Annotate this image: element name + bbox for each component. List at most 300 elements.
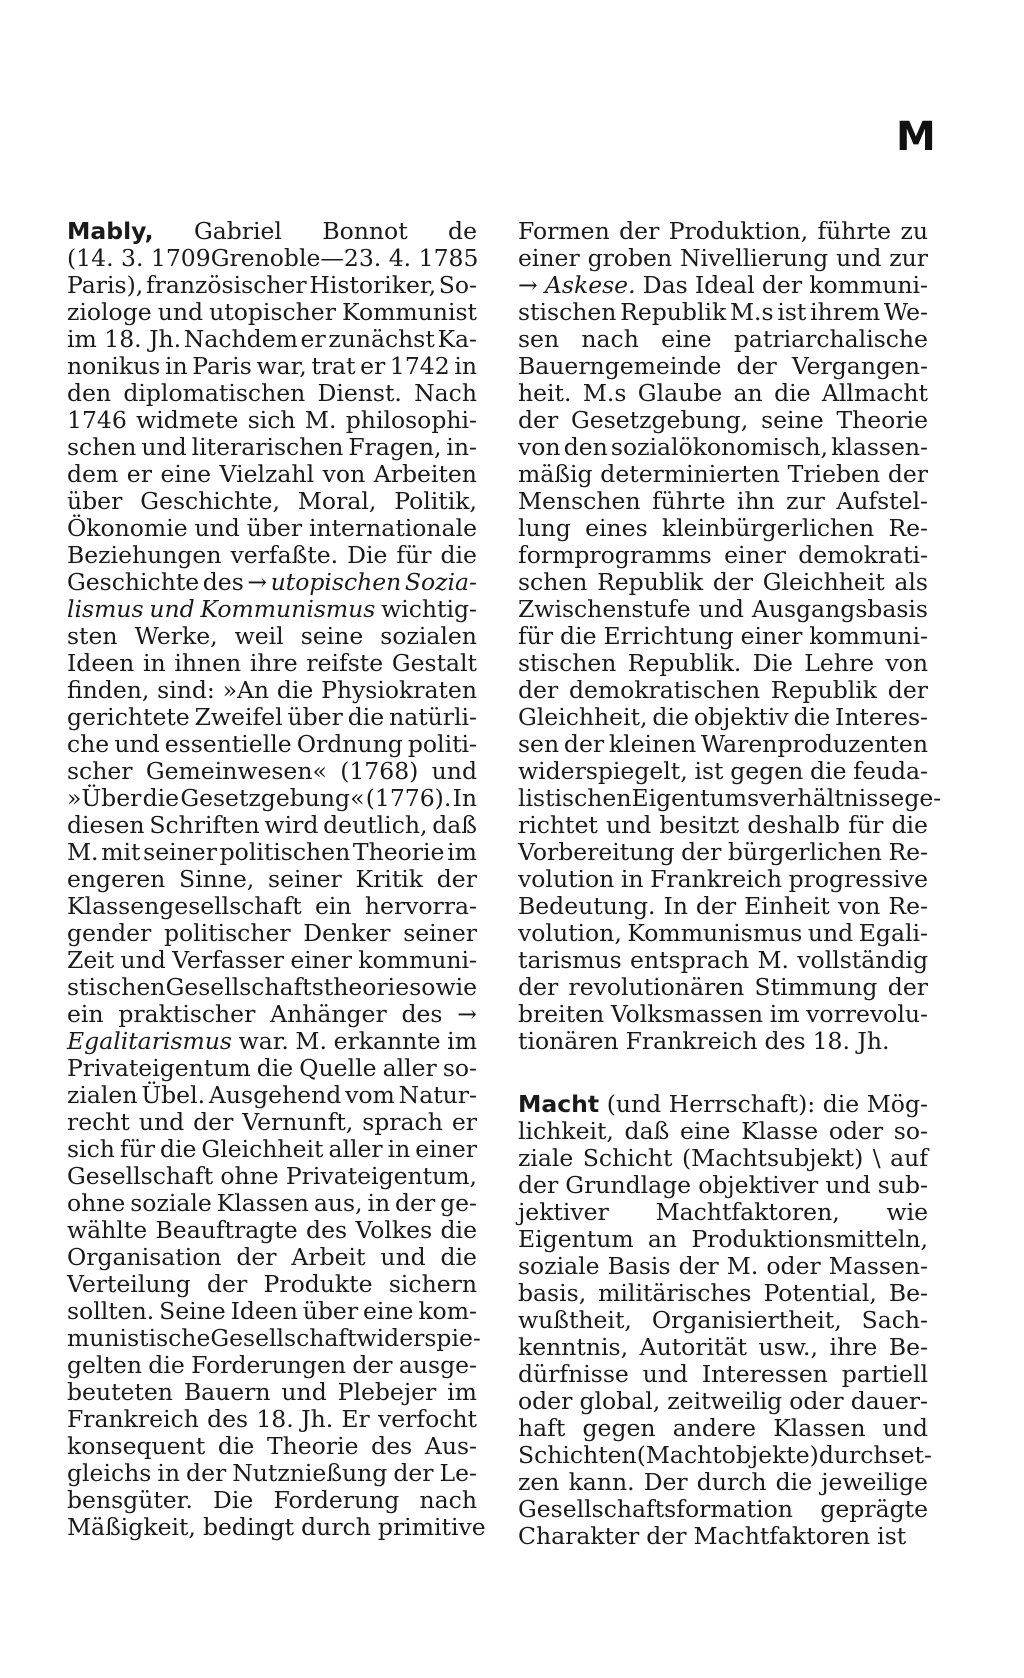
word: die xyxy=(440,1216,477,1244)
word: von xyxy=(518,433,561,461)
text-line xyxy=(67,1028,477,1055)
word: er xyxy=(360,352,386,380)
text-line xyxy=(67,893,477,920)
word: praktischer xyxy=(118,1000,256,1028)
word: — xyxy=(320,244,344,272)
word: natürli- xyxy=(389,703,477,731)
word: als xyxy=(894,568,928,596)
text-line xyxy=(67,920,477,947)
text-line xyxy=(67,515,477,542)
word: Denker xyxy=(303,919,391,947)
word: Potential, xyxy=(763,1279,877,1307)
text-line xyxy=(67,1460,477,1487)
word: determinierten xyxy=(600,460,780,488)
word: Vielzahl xyxy=(219,460,315,488)
word: lichkeit, xyxy=(518,1117,614,1145)
word: der xyxy=(761,271,803,299)
word: widerspie- xyxy=(356,1324,481,1352)
word: des xyxy=(401,1000,443,1028)
word: Zweifel xyxy=(194,703,283,731)
word: Quelle xyxy=(299,1054,377,1082)
word: 18. Jh. xyxy=(256,1405,334,1433)
word: über xyxy=(287,703,343,731)
word: tionären xyxy=(518,1027,619,1055)
word: und xyxy=(431,757,477,785)
word: Gabriel xyxy=(193,217,282,245)
text-line xyxy=(67,758,477,785)
text-line xyxy=(67,1136,477,1163)
word: (Machtobjekte) xyxy=(636,1441,819,1469)
word: Sach- xyxy=(861,1306,928,1334)
text-line xyxy=(518,353,928,380)
word: seiner xyxy=(143,838,217,866)
text-line xyxy=(518,650,928,677)
word: der xyxy=(736,352,777,380)
word: Historiker, xyxy=(309,271,437,299)
word: Gesellschaft xyxy=(67,1162,214,1190)
word: zur xyxy=(786,487,825,515)
word: schen xyxy=(67,433,137,461)
text-line xyxy=(67,596,477,623)
word: M.s xyxy=(582,379,627,407)
word: führte xyxy=(651,487,726,515)
word: Zwischenstufe xyxy=(518,595,691,623)
text-line xyxy=(67,812,477,839)
word: Forderung xyxy=(273,1486,400,1514)
word: Allmacht xyxy=(821,379,928,407)
word: eine xyxy=(661,325,712,353)
word: Bauerngemeinde xyxy=(518,352,722,380)
word: in xyxy=(454,352,477,380)
word: der xyxy=(207,1270,248,1298)
word: deshalb xyxy=(747,811,841,839)
word: formprogramms xyxy=(518,541,712,569)
word: Beziehungen xyxy=(67,541,222,569)
word: So- xyxy=(438,271,477,299)
word: kleinbürgerlichen xyxy=(661,514,875,542)
word: M.s xyxy=(730,298,774,326)
text-line xyxy=(518,812,928,839)
right-column xyxy=(518,217,942,1550)
word: kom- xyxy=(418,1297,477,1325)
text-line xyxy=(67,1190,477,1217)
text-line xyxy=(67,434,477,461)
word: Gemeinwesen« xyxy=(145,757,327,785)
word: ein xyxy=(67,1000,104,1028)
word: konsequent xyxy=(67,1432,206,1460)
word: \ xyxy=(872,1144,881,1172)
word: Egali- xyxy=(858,919,928,947)
word: → xyxy=(518,271,538,299)
word: der xyxy=(395,1189,436,1217)
entry-headword: Macht xyxy=(518,1090,600,1118)
word: gender xyxy=(67,919,152,947)
text-line xyxy=(67,677,477,704)
word: seine xyxy=(300,622,364,650)
word: seiner xyxy=(403,919,477,947)
word: ohne xyxy=(67,1189,126,1217)
word: und xyxy=(114,730,160,758)
word: Aus- xyxy=(424,1432,477,1460)
text-line xyxy=(67,353,477,380)
word: über xyxy=(246,514,303,542)
word: demokratischen xyxy=(568,676,761,704)
word: an xyxy=(733,379,763,407)
word: und xyxy=(836,244,882,272)
word: literarischen xyxy=(191,433,344,461)
word: der xyxy=(681,838,722,866)
word: war, xyxy=(256,352,307,380)
text-line xyxy=(67,731,477,758)
word: des xyxy=(306,1216,348,1244)
word: Mög- xyxy=(866,1090,928,1118)
word: und xyxy=(194,514,240,542)
word: Massen- xyxy=(828,1252,928,1280)
text-line xyxy=(67,272,477,299)
word: Beauftragte xyxy=(155,1216,298,1244)
word: Aufstel- xyxy=(836,487,928,515)
word: sollten. xyxy=(67,1297,155,1325)
word: Anhänger xyxy=(270,1000,387,1028)
word: Kritik xyxy=(355,865,424,893)
word: des xyxy=(207,1405,249,1433)
word: demokrati- xyxy=(798,541,928,569)
text-line xyxy=(67,245,477,272)
word: Autorität xyxy=(639,1333,747,1361)
text-line xyxy=(518,488,928,515)
word: in xyxy=(620,865,644,893)
word: Gesetzgebung, xyxy=(571,406,749,434)
word: der xyxy=(646,1522,687,1550)
word: einer xyxy=(740,622,803,650)
text-line xyxy=(67,650,477,677)
text-line xyxy=(518,515,928,542)
word: und xyxy=(157,298,204,326)
word: lismus xyxy=(67,595,144,623)
word: (und xyxy=(606,1090,662,1118)
word: und xyxy=(138,1108,185,1136)
word: französischer xyxy=(145,271,307,299)
text-line xyxy=(67,623,477,650)
word: eine xyxy=(362,1297,414,1325)
text-line xyxy=(518,1388,928,1415)
word: zunächst xyxy=(328,325,435,353)
word: einer xyxy=(724,541,786,569)
text-line xyxy=(518,326,928,353)
word: Bonnot xyxy=(322,217,408,245)
text-line xyxy=(67,1163,477,1190)
word: geprägte xyxy=(820,1495,928,1523)
word: → xyxy=(247,568,268,596)
word: sozialökonomisch, xyxy=(610,433,828,461)
word: den xyxy=(67,379,112,407)
word: Re- xyxy=(888,514,928,542)
word: Paris), xyxy=(67,271,144,299)
word: und xyxy=(605,811,652,839)
word: Charakter xyxy=(518,1522,640,1550)
word: Physiokraten xyxy=(321,676,477,704)
word: Bedeutung. xyxy=(518,892,656,920)
word: führte xyxy=(817,217,892,245)
word: der xyxy=(436,865,477,893)
word: Verteilung xyxy=(67,1270,191,1298)
word: daß xyxy=(624,1117,670,1145)
text-line xyxy=(518,461,928,488)
word: Seine xyxy=(159,1297,226,1325)
word: Sozia- xyxy=(404,568,477,596)
word: politi- xyxy=(407,730,477,758)
word: wie xyxy=(886,1198,928,1226)
word: der xyxy=(393,1459,434,1487)
word: sten xyxy=(67,622,118,650)
word: im xyxy=(447,838,477,866)
word: Grundlage xyxy=(565,1171,692,1199)
word: Menschen xyxy=(518,487,641,515)
word: Gleichheit xyxy=(762,568,885,596)
word: Ordnung xyxy=(296,730,403,758)
word: aus, xyxy=(313,1189,363,1217)
word: Geschichte, xyxy=(140,487,280,515)
word: Nutznießung xyxy=(232,1459,388,1487)
word: zeitweilig xyxy=(667,1387,783,1415)
word: Schichten xyxy=(518,1441,637,1469)
entry-mably-continued xyxy=(518,217,942,1055)
word: für xyxy=(396,541,432,569)
word: jeweilige xyxy=(821,1468,928,1496)
word: Glaube xyxy=(637,379,723,407)
word: die xyxy=(810,757,847,785)
word: sprach xyxy=(362,1108,443,1136)
word: und xyxy=(380,1243,426,1271)
word: Ideen xyxy=(67,649,135,677)
word: nonikus xyxy=(67,352,161,380)
word: weil xyxy=(234,622,284,650)
word: haft xyxy=(518,1414,566,1442)
word: oder xyxy=(828,1117,884,1145)
word: von xyxy=(837,892,881,920)
left-column xyxy=(67,217,486,1541)
word: gleichs xyxy=(67,1459,152,1487)
word: so- xyxy=(442,1054,477,1082)
word: usw., xyxy=(758,1333,818,1361)
word: Dienst. xyxy=(317,379,402,407)
word: der xyxy=(518,1171,559,1199)
word: Eigentumsverhältnisse xyxy=(631,784,905,812)
word: ihre xyxy=(249,649,298,677)
word: Die xyxy=(212,1486,254,1514)
word: kenntnis, xyxy=(518,1333,629,1361)
word: stischen xyxy=(518,649,617,677)
word: der xyxy=(619,217,660,245)
word: des xyxy=(202,568,244,596)
word: Egalitarismus xyxy=(67,1027,232,1055)
word: Grenoble xyxy=(210,244,321,272)
word: ziale xyxy=(518,1144,574,1172)
word: der xyxy=(887,973,928,1001)
text-line xyxy=(518,839,928,866)
word: 1742 xyxy=(389,352,450,380)
word: einer xyxy=(290,946,353,974)
text-line xyxy=(518,380,928,407)
word: ein xyxy=(315,892,352,920)
word: war. xyxy=(238,1027,289,1055)
word: Volkes xyxy=(355,1216,433,1244)
word: Vernunft, xyxy=(242,1108,354,1136)
word: die xyxy=(217,1432,255,1460)
word: Kommunist xyxy=(342,298,477,326)
word: nach xyxy=(419,1486,477,1514)
word: die xyxy=(276,676,314,704)
word: Republik xyxy=(597,568,704,596)
word: klassen- xyxy=(831,433,928,461)
word: widerspiegelt, xyxy=(518,757,688,785)
text-line xyxy=(518,677,928,704)
word: In xyxy=(663,892,688,920)
text-line xyxy=(518,1415,928,1442)
word: Arbeiten xyxy=(373,460,477,488)
text-line xyxy=(518,1523,928,1550)
text-line xyxy=(518,1334,928,1361)
word: besitzt xyxy=(659,811,740,839)
word: finden, xyxy=(67,676,150,704)
word: M. xyxy=(295,1027,327,1055)
word: Schriften xyxy=(149,811,260,839)
word: Republik xyxy=(620,298,727,326)
text-line xyxy=(518,434,928,461)
word: munistische xyxy=(67,1324,211,1352)
word: M. xyxy=(726,1252,759,1280)
word: basis, xyxy=(518,1279,587,1307)
text-line xyxy=(67,1433,477,1460)
word: der xyxy=(887,676,928,704)
text-line xyxy=(67,866,477,893)
word: eine xyxy=(160,460,211,488)
word: Ka- xyxy=(437,325,477,353)
word: sind: xyxy=(157,676,215,704)
word: M. xyxy=(757,946,789,974)
word: Sinne, xyxy=(179,865,255,893)
word: essentielle xyxy=(164,730,292,758)
word: zu xyxy=(900,217,928,245)
word: soziale xyxy=(518,1252,600,1280)
word: ihnen xyxy=(174,649,242,677)
word: die xyxy=(822,1090,860,1118)
entry-macht xyxy=(518,1090,932,1550)
text-line xyxy=(518,1199,928,1226)
word: für xyxy=(518,622,554,650)
word: wählte xyxy=(67,1216,148,1244)
text-line xyxy=(518,1091,928,1118)
text-line xyxy=(67,704,477,731)
word: von xyxy=(885,649,928,677)
word: aller xyxy=(328,1135,383,1163)
text-line xyxy=(518,1280,928,1307)
text-line xyxy=(67,1298,477,1325)
word: stischen xyxy=(67,973,166,1001)
word: gelten xyxy=(67,1351,142,1379)
word: in xyxy=(157,1459,181,1487)
word: im xyxy=(447,1378,477,1406)
word: mit xyxy=(101,838,141,866)
word: ge- xyxy=(904,784,942,812)
word: bedingt xyxy=(202,1513,295,1541)
word: M. xyxy=(67,838,99,866)
word: engeren xyxy=(67,865,166,893)
word: 18. Jh. xyxy=(812,1027,890,1055)
word: Republik. xyxy=(627,649,742,677)
word: und xyxy=(825,1171,871,1199)
entry-headword: Mably, xyxy=(67,217,154,245)
word: Ausgangsbasis xyxy=(751,595,928,623)
word: Der xyxy=(643,1468,688,1496)
word: Re- xyxy=(888,838,928,866)
text-line xyxy=(518,1253,928,1280)
word: Gesellschaftstheorie xyxy=(165,973,410,1001)
word: durch xyxy=(301,1513,371,1541)
text-line xyxy=(67,380,477,407)
word: stischen xyxy=(518,298,617,326)
word: Er xyxy=(341,1405,370,1433)
word: kleinen xyxy=(608,730,697,758)
word: dem xyxy=(67,460,119,488)
word: Eigentum xyxy=(518,1225,634,1253)
text-line xyxy=(67,1001,477,1028)
word: Gesellschaft xyxy=(210,1324,357,1352)
word: sub- xyxy=(877,1171,928,1199)
word: kommuni- xyxy=(809,271,928,299)
word: einer xyxy=(518,244,580,272)
word: der xyxy=(563,730,605,758)
word: → xyxy=(457,1000,477,1028)
text-line xyxy=(67,218,477,245)
word: che xyxy=(67,730,110,758)
word: für xyxy=(119,1135,155,1163)
word: der xyxy=(186,1459,227,1487)
word: daß xyxy=(432,811,477,839)
word: Askese. xyxy=(544,271,636,299)
word: Interessen xyxy=(701,1360,828,1388)
text-line xyxy=(518,299,928,326)
word: und xyxy=(281,1378,327,1406)
text-line xyxy=(518,596,928,623)
text-line xyxy=(67,1513,486,1541)
word: Arbeit xyxy=(291,1243,366,1271)
word: Trieben xyxy=(787,460,881,488)
text-line xyxy=(518,218,928,245)
word: Nivellierung xyxy=(679,244,829,272)
text-line xyxy=(518,731,928,758)
word: volution, xyxy=(518,919,622,947)
word: feuda- xyxy=(853,757,928,785)
word: im xyxy=(769,1000,800,1028)
word: wichtig- xyxy=(381,595,477,623)
word: sich xyxy=(247,406,296,434)
word: der xyxy=(887,460,928,488)
word: Theorie xyxy=(352,838,445,866)
word: die xyxy=(891,811,928,839)
text-line xyxy=(518,1307,928,1334)
word: lung xyxy=(518,514,571,542)
text-line xyxy=(518,866,928,893)
text-line xyxy=(518,1145,928,1172)
word: (14. 3. 1709 xyxy=(67,244,211,272)
text-line xyxy=(67,1352,477,1379)
word: widmete xyxy=(136,406,239,434)
word: Nachdem xyxy=(183,325,298,353)
text-line xyxy=(518,947,928,974)
word: kommuni- xyxy=(809,622,928,650)
text-line xyxy=(67,1406,477,1433)
